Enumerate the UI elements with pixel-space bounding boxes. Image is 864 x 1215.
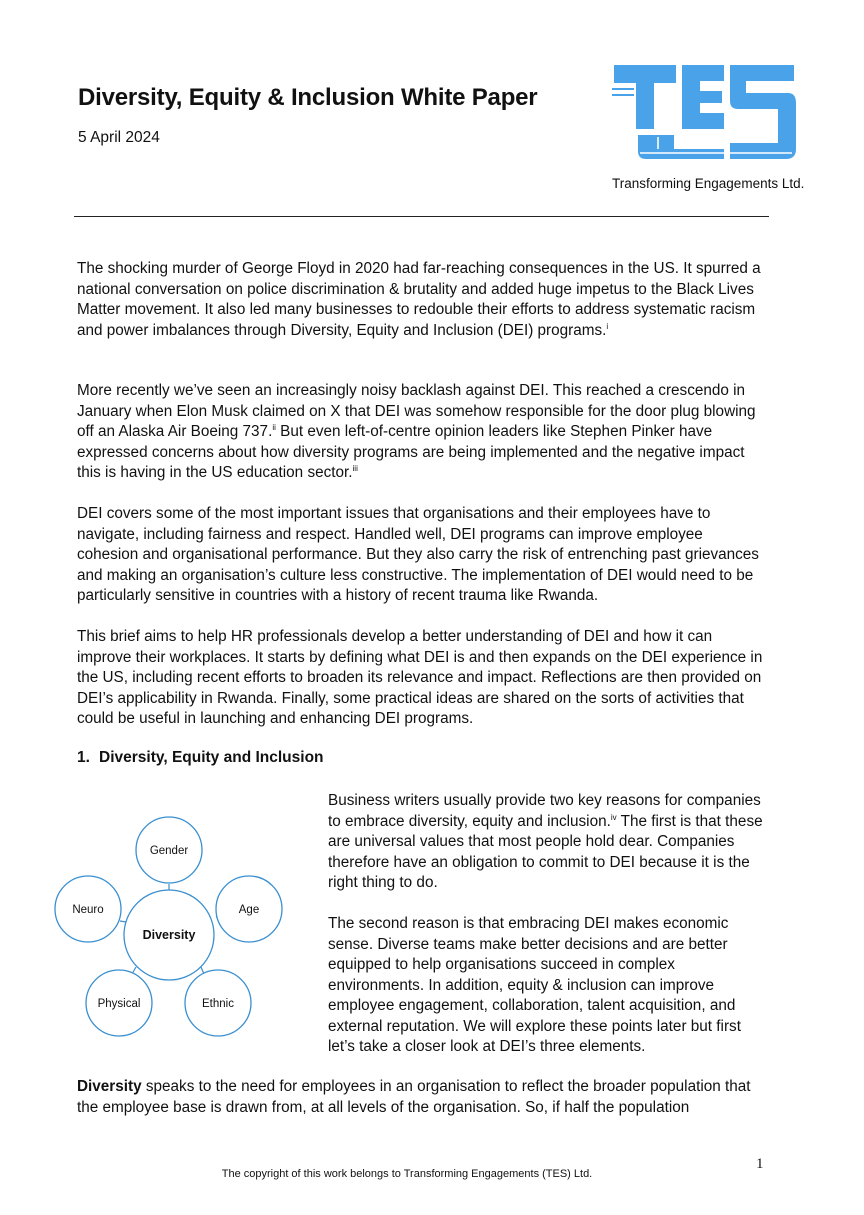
document-date: 5 April 2024 [78, 129, 160, 146]
section-heading: 1. Diversity, Equity and Inclusion [77, 749, 324, 766]
diversity-diagram [54, 812, 294, 1042]
copyright-footer: The copyright of this work belongs to Transforming Engagements (TES) Ltd. [221, 1168, 593, 1180]
paragraph-brief-aims: This brief aims to help HR professionals develop a better understanding of DEI and how it can improve their workplaces. It starts by defining what DEI is and then expands on the DEI experience in the US, including recent efforts to broaden its relevance and impact. Reflections are then provided on DEI’s applicability in Rwanda. Finally, some practical ideas are shared on the sorts of activities that could be useful in launching and enhancing DEI programs. [77, 628, 763, 727]
paragraph-dei-issues: DEI covers some of the most important issues that organisations and their employees have to navigate, including fairness and respect. Handled well, DEI programs can improve employee cohesion and organisational performance. But they also carry the risk of entrenching past grievances and making an organisation’s culture less constructive. The implementation of DEI would need to be particularly sensitive in countries with a history of recent trauma like Rwanda. [77, 505, 759, 604]
footnote-ref: iii [352, 463, 358, 473]
diagram-node-label: Gender [149, 845, 189, 857]
diagram-center-label: Diversity [142, 928, 196, 942]
company-name: Transforming Engagements Ltd. [612, 176, 805, 191]
diagram-node-label: Neuro [72, 904, 104, 916]
page-title: Diversity, Equity & Inclusion White Paper [78, 84, 538, 111]
diagram-node-label: Ethnic [202, 998, 234, 1010]
paragraph-key-reasons: Business writers usually provide two key reasons for companies to embrace diversity, equity and inclusion.$^{iv}$ The first is that these are universal values that most people hold dear. Companies therefore have an obligation to commit to DEI because it is the right thing to do. [328, 792, 763, 891]
diagram-node-label: Age [238, 904, 260, 916]
diagram-node-label: Physical [97, 998, 141, 1010]
header-divider [74, 216, 769, 217]
paragraph-economic-sense: The second reason is that embracing DEI makes economic sense. Diverse teams make better decisions and are better equipped to help organisations succeed in complex environments. In addition, equity & inclusion can improve employee engagement, collaboration, talent acquisition, and external reputation. We will explore these points later but first let’s take a closer look at DEI’s three elements. [328, 915, 741, 1055]
footnote-ref: ii [272, 422, 276, 432]
paragraph-intro: The shocking murder of George Floyd in 2020 had far-reaching consequences in the US. It spurred a national conversation on police discrimination & brutality and added huge impetus to the Black Lives Matter movement. It also led many businesses to redouble their efforts to address systematic racism and power imbalances through Diversity, Equity and Inclusion (DEI) programs.$^i$ [77, 260, 761, 339]
paragraph-backlash: More recently we’ve seen an increasingly noisy backlash against DEI. This reached a crescendo in January when Elon Musk claimed on X that DEI was somehow responsible for the door plug blowing off an Alaska Air Boeing 737.$^{ii}$ But even left-of-centre opinion leaders like Stephen Pinker have expressed concerns about how diversity programs are being implemented and the negative impact this is having in the US education sector.$^{iii}$ [77, 382, 756, 481]
footnote-ref: i [606, 321, 609, 331]
tes-logo [612, 63, 796, 161]
paragraph-diversity-definition: Diversity speaks to the need for employees in an organisation to reflect the broader population that the employee base is drawn from, at all levels of the organisation. So, if half the population [77, 1078, 751, 1116]
footnote-ref: iv [610, 812, 617, 822]
page-number: 1 [756, 1156, 764, 1172]
